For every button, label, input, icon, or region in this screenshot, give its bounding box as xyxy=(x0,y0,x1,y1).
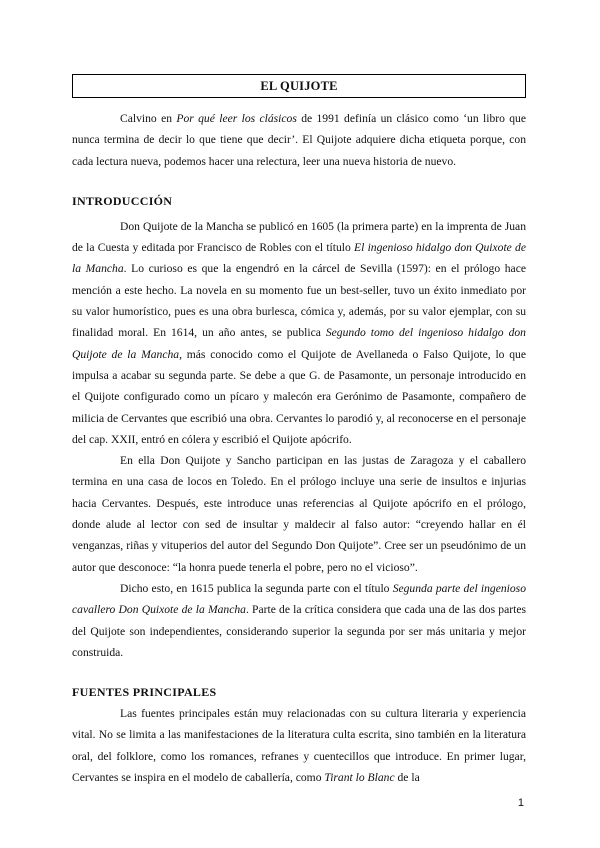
page-number: 1 xyxy=(517,797,524,809)
paragraph: En ella Don Quijote y Sancho participan en las justas de Zaragoza y el caballero termina en una casa de locos en Toledo. En el prólogo incluye una serie de insultos e injurias hacia Cervantes. Después, este introduce unas referencias al Quijote apócrifo en el prólogo, donde alude al lector con sed de insultar y maldecir al falso autor: “creyendo hallar en él venganzas, riñas y vituperios del autor del Segundo Don Quijote”. Cree ser un pseudónimo de un autor que desconoce: “la honra puede tenerla el pobre, pero no el vicioso”. xyxy=(72,454,526,574)
text-run: Don Quijote de la Mancha se publicó en 1605 (la primera parte) en la imprenta de Juan de la Cuesta y editada por Francisco de Robles con el título xyxy=(72,219,526,255)
book-title: Segunda parte del ingenioso cavallero Don Quixote de la Mancha xyxy=(72,581,526,617)
text-run: Las fuentes principales están muy relacionadas con su cultura literaria y experiencia vital. No se limita a las manifestaciones de la literatura culta escrita, sino también en la literatura oral, del folklore, como los romances, refranes y cuentecillos que introduce. En primer lugar, Cervantes se inspira en el modelo de caballería, como xyxy=(72,707,526,785)
text-run: , más conocido como el Quijote de Avellaneda o Falso Quijote, lo que impulsa a acabar su segunda parte. Se debe a que G. de Pasamonte, un personaje introducido en el Quijote configurado como un pícaro y malecón era Gerónimo de Pasamonte, compañero de milicia de Cervantes que escribió una obra. Cervantes lo parodió y, al reconocerse en el personaje del cap. XXII, entró en cólera y escribió el Quijote apócrifo. xyxy=(72,347,526,446)
document-title: EL QUIJOTE xyxy=(72,74,526,98)
paragraph xyxy=(72,703,526,788)
text-run: Dicho esto, en 1615 publica la segunda parte con el título xyxy=(120,581,393,595)
text-run: de la xyxy=(394,771,420,785)
book-title: Segundo tomo del ingenioso hidalgo don Quijote de la Mancha xyxy=(72,326,526,361)
book-title: Por qué leer los clásicos xyxy=(176,112,297,125)
paragraph xyxy=(72,578,526,663)
section-heading-introduccion: INTRODUCCIÓN xyxy=(72,193,173,208)
intro-paragraph xyxy=(72,108,526,172)
book-title: Tirant lo Blanc xyxy=(324,771,395,785)
text-run: Calvino en xyxy=(120,112,177,125)
document-page xyxy=(72,74,526,788)
book-title: El ingenioso hidalgo don Quixote de la Mancha xyxy=(72,241,526,276)
text-run: . Parte de la crítica considera que cada una de las dos partes del Quijote son independientes, considerando superior la segunda por ser más unitaria y mejor construida. xyxy=(72,603,526,659)
paragraph xyxy=(72,216,526,450)
text-run: . Lo curioso es que la engendró en la cárcel de Sevilla (1597): en el prólogo hace mención a este hecho. La novela en su momento fue un best-seller, tuvo un éxito inmediato por su valor humorístico, pues es una obra burlesca, cómica y, además, por su valor ejemplar, con su finalidad moral. En 1614, un año antes, se publica xyxy=(72,262,526,340)
text-run: de 1991 definía un clásico como ‘un libro que nunca termina de decir lo que tiene que decir’. El Quijote adquiere dicha etiqueta porque, con cada lectura nueva, podemos hacer una relectura, leer una nueva historia de nuevo. xyxy=(72,112,526,168)
section-heading-fuentes-principales: FUENTES PRINCIPALES xyxy=(72,685,217,700)
